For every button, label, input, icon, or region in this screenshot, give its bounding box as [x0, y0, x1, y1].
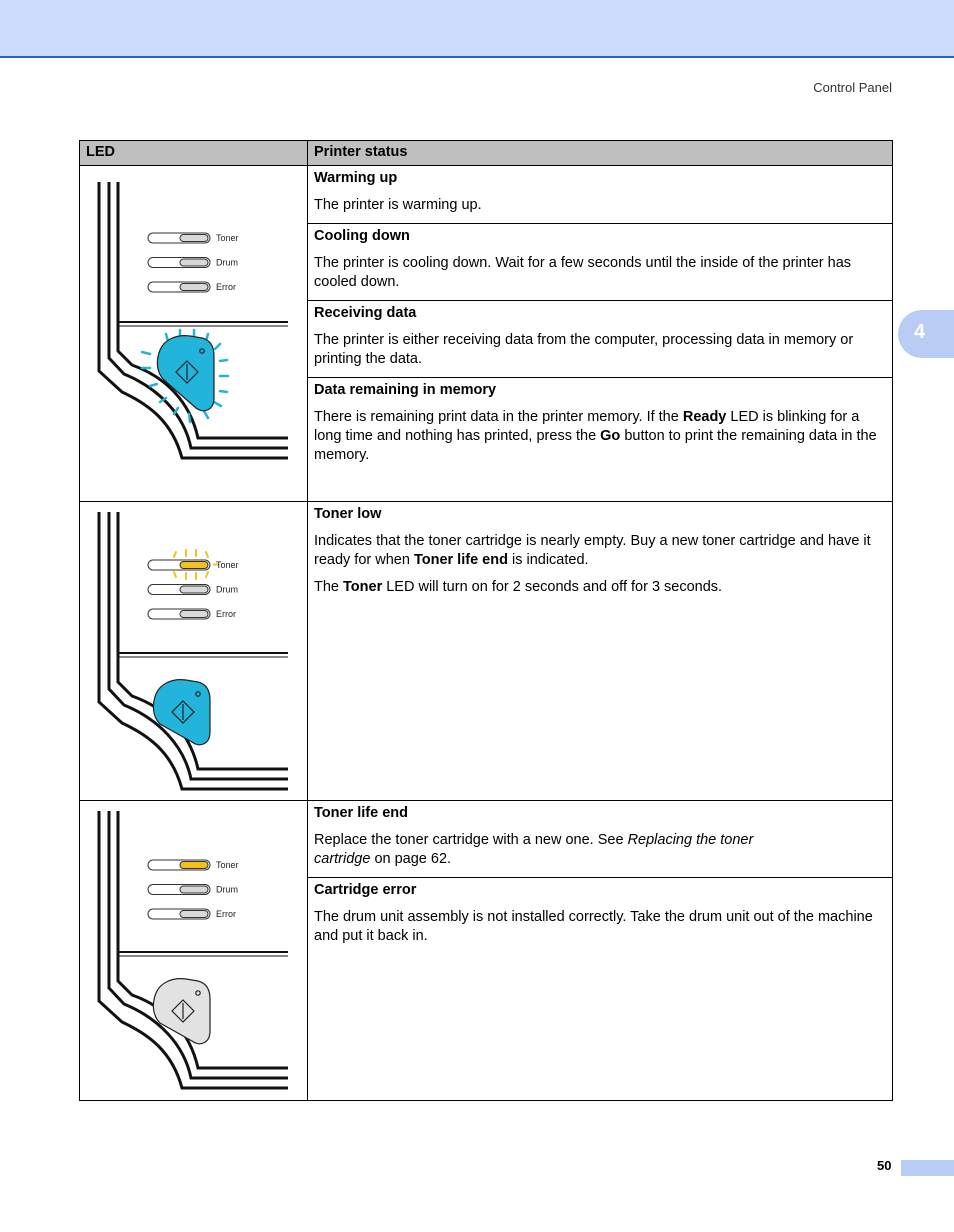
text-run: Replace the toner cartridge with a new one. See	[314, 832, 628, 848]
led-panel-illustration	[80, 166, 308, 502]
status-block	[308, 224, 892, 301]
page-number: 50	[877, 1158, 892, 1173]
header-band	[0, 0, 954, 58]
text-run: is indicated.	[507, 552, 589, 568]
chapter-number: 4	[914, 321, 926, 343]
go-button-name: Go	[600, 428, 621, 444]
status-block	[308, 878, 892, 954]
drum-led-label: Drum	[216, 584, 238, 595]
text-run: on page 62.	[370, 851, 452, 867]
status-text	[314, 331, 886, 369]
status-cell	[308, 801, 893, 1101]
cross-reference-link[interactable]: Replacing the toner cartridge	[314, 832, 754, 867]
toner-life-end-name: Toner life end	[413, 552, 508, 568]
text-run: button to print the remaining data in the memory.	[314, 428, 877, 463]
toner-led-label: Toner	[216, 233, 239, 243]
status-text	[314, 908, 886, 946]
status-heading: Receiving data	[314, 305, 417, 321]
status-heading: Warming up	[314, 170, 398, 186]
led-panel-illustration	[80, 502, 308, 801]
text-run: LED will turn on for 2 seconds and off for 3 seconds.	[382, 579, 723, 595]
text-run: The drum unit assembly is not installed correctly. Take the drum unit out of the machine and put it back in.	[314, 909, 873, 944]
toner-led-label: Toner	[216, 560, 239, 570]
error-led-label: Error	[216, 282, 236, 292]
text-run: There is remaining print data in the printer memory. If the	[314, 409, 683, 425]
control-panel-ready-blinking-icon	[80, 166, 307, 477]
status-heading: Cartridge error	[314, 882, 417, 898]
led-panel-illustration	[80, 801, 308, 1101]
drum-led-label: Drum	[216, 257, 238, 268]
control-panel-toner-blinking-icon	[80, 502, 307, 800]
error-led-label: Error	[216, 609, 236, 619]
status-heading: Cooling down	[314, 228, 410, 244]
status-block	[308, 502, 892, 605]
text-run: The printer is either receiving data from the computer, processing data in memory or printing the data.	[314, 332, 854, 367]
table-row	[80, 166, 893, 502]
control-panel-toner-on-icon	[80, 801, 307, 1100]
ready-led-name: Ready	[682, 409, 727, 425]
table-header-row	[80, 141, 893, 166]
error-led-label: Error	[216, 909, 236, 919]
status-heading: Toner life end	[314, 805, 408, 821]
led-status-table	[79, 140, 893, 1101]
status-text	[314, 578, 886, 597]
status-block	[308, 166, 892, 224]
status-block	[308, 378, 892, 501]
status-block	[308, 301, 892, 378]
status-heading: Toner low	[314, 506, 382, 522]
status-block	[308, 801, 892, 878]
text-run: The printer is cooling down. Wait for a few seconds until the inside of the printer has cooled down.	[314, 255, 852, 290]
text-run: LED is blinking for a long time and nothing has printed, press the	[314, 409, 860, 444]
toner-led-label: Toner	[216, 860, 239, 870]
status-text	[314, 196, 886, 215]
drum-led-label: Drum	[216, 884, 238, 895]
text-run: Indicates that the toner cartridge is nearly empty. Buy a new toner cartridge and have it ready for when	[314, 533, 871, 568]
chapter-tab[interactable]	[898, 310, 954, 358]
status-text	[314, 831, 804, 869]
status-column-header: Printer status	[308, 141, 893, 166]
toner-led-name: Toner	[343, 579, 383, 595]
text-run: The printer is warming up.	[314, 197, 482, 213]
status-cell	[308, 166, 893, 502]
status-text	[314, 254, 886, 292]
text-run: The	[314, 579, 344, 595]
led-column-header: LED	[80, 141, 308, 166]
page-tab	[901, 1160, 954, 1176]
table-row	[80, 502, 893, 801]
section-title: Control Panel	[813, 80, 892, 95]
status-cell	[308, 502, 893, 801]
status-text	[314, 532, 886, 570]
status-text	[314, 408, 886, 465]
table-row	[80, 801, 893, 1101]
status-heading: Data remaining in memory	[314, 382, 497, 398]
